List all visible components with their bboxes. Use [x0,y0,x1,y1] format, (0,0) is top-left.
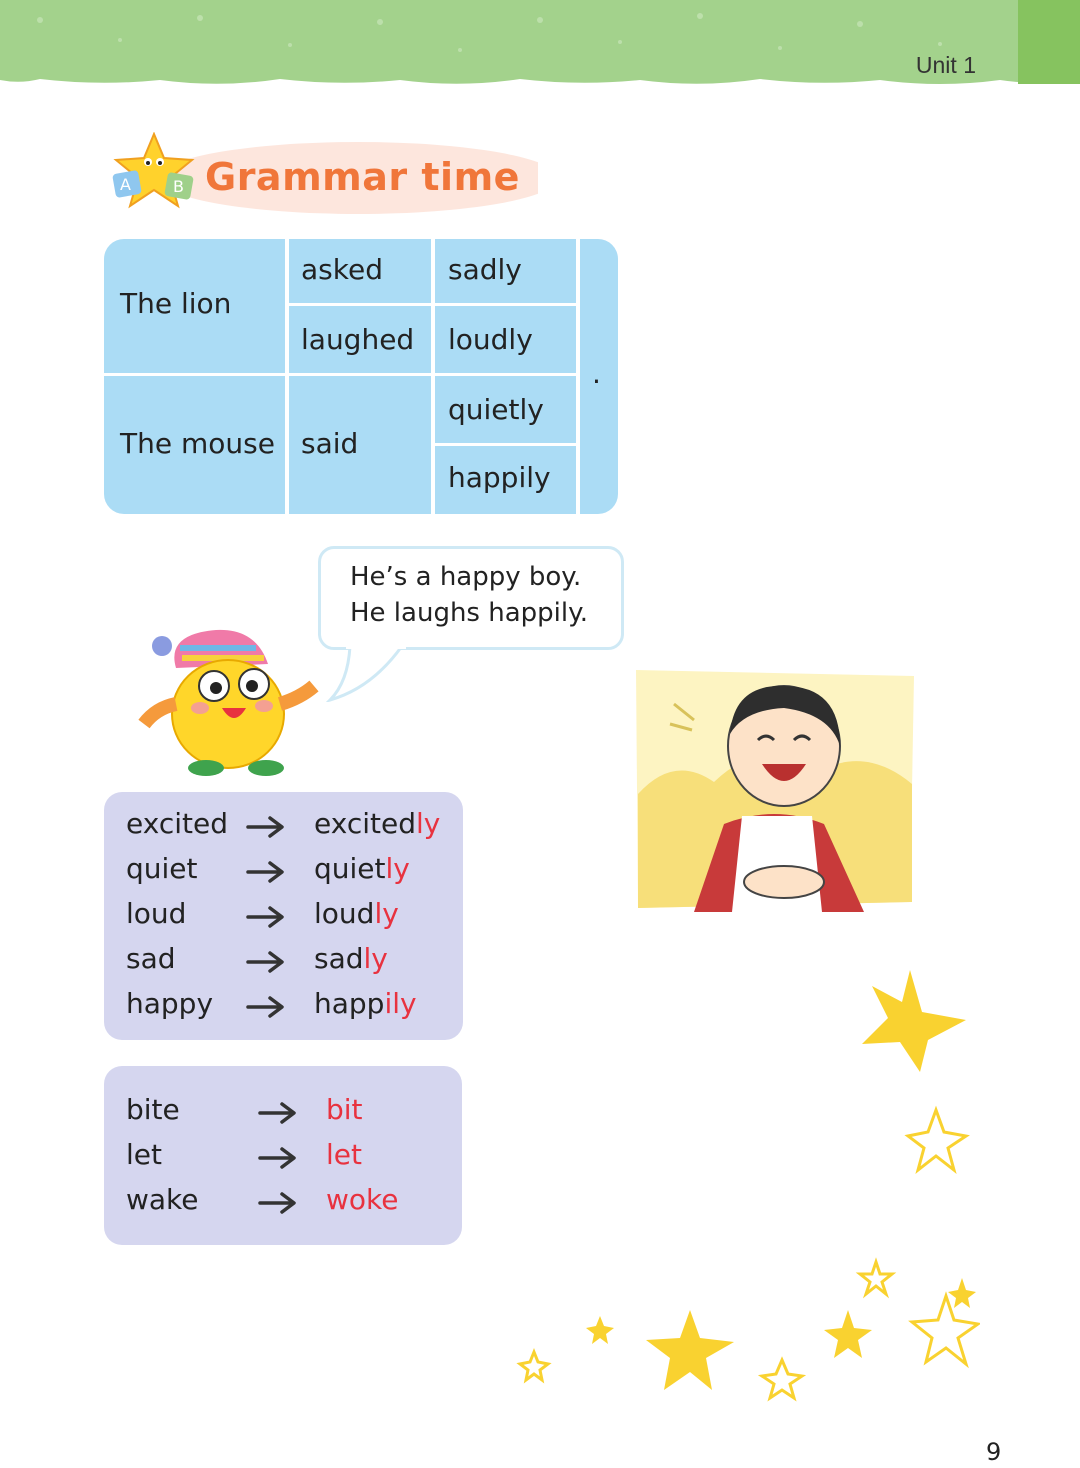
adverb-stem: sad [314,942,364,975]
adjective-word: excited [126,807,228,840]
base-verb: let [126,1138,162,1171]
base-verb: wake [126,1183,199,1216]
laughing-boy-illustration [634,664,916,914]
unit-label: Unit 1 [915,52,976,78]
star-icon [646,1310,734,1390]
star-outline-icon [520,1352,548,1380]
adverb-cell: loudly [448,323,533,356]
svg-text:B: B [173,177,184,196]
arrow-right-icon [246,905,286,929]
base-verb: bite [126,1093,180,1126]
arrow-right-icon [258,1146,298,1170]
adverb-cell: quietly [448,393,544,426]
full-stop: . [592,357,601,390]
star-icon [862,970,966,1072]
adverb-stem: happ [314,987,385,1020]
svg-text:A: A [120,175,131,194]
adverb-word [314,942,388,975]
arrow-right-icon [246,995,286,1019]
star-outline-icon [762,1360,802,1398]
adverb-cell: sadly [448,253,522,286]
section-title: Grammar time [205,155,520,199]
adverb-word [314,897,399,930]
star-mascot-icon [110,132,198,210]
adverb-suffix: ly [415,807,441,840]
adjective-word: happy [126,987,214,1020]
adverb-suffix: ly [374,897,399,930]
past-verb: bit [326,1093,363,1126]
star-icon [824,1310,872,1358]
adjective-word: sad [126,942,176,975]
past-verb: let [326,1138,362,1171]
mascot-character [136,628,320,780]
adverb-suffix: ily [384,987,417,1020]
adverb-stem: quiet [314,852,386,885]
adverb-stem: excited [314,807,416,840]
adjective-word: quiet [126,852,198,885]
star-outline-icon [860,1262,892,1294]
decorative-stars [500,960,980,1410]
bubble-line-2: He laughs happily. [350,598,589,628]
past-verb: woke [326,1183,399,1216]
bubble-tail [326,644,406,702]
verb-cell: said [301,427,359,460]
adverb-suffix: ly [385,852,410,885]
adverb-word [314,987,417,1020]
arrow-right-icon [258,1101,298,1125]
verb-cell: asked [301,253,383,286]
arrow-right-icon [246,815,286,839]
arrow-right-icon [246,950,286,974]
subject-cell: The mouse [120,427,275,460]
adverb-word [314,852,410,885]
verb-cell: laughed [301,323,415,356]
adjective-word: loud [126,897,187,930]
arrow-right-icon [246,860,286,884]
adverb-stem: loud [314,897,375,930]
grammar-table [104,239,618,514]
arrow-right-icon [258,1191,298,1215]
subject-cell: The lion [120,287,232,320]
star-icon [948,1278,976,1308]
bubble-line-1: He’s a happy boy. [350,562,582,592]
adverb-suffix: ly [363,942,388,975]
star-outline-icon [908,1110,966,1170]
adverb-cell: happily [448,461,551,494]
adverb-word [314,807,440,840]
page-number: 9 [986,1438,1002,1466]
star-icon [586,1316,614,1344]
